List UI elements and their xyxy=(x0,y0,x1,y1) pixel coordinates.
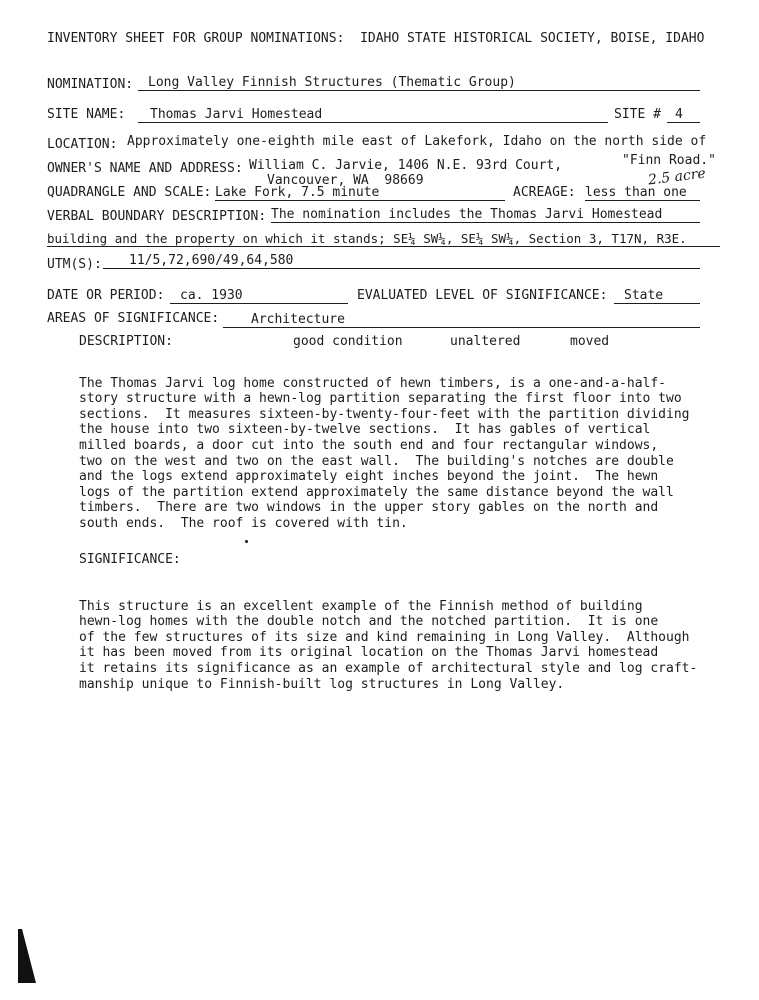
owner-line1: William C. Jarvie, 1406 N.E. 93rd Court, xyxy=(249,158,563,173)
significance-line: of the few structures of its size and kind remaining in Long Valley. Although xyxy=(79,629,690,645)
utm-value: 11/5,72,690/49,64,580 xyxy=(103,253,700,269)
description-line: the house into two sixteen-by-twelve sections. It has gables of vertical xyxy=(79,422,651,438)
owner-label: OWNER'S NAME AND ADDRESS: xyxy=(47,161,243,176)
utm-label: UTM(S): xyxy=(47,257,102,272)
significance-label: SIGNIFICANCE: xyxy=(79,552,181,567)
nomination-value: Long Valley Finnish Structures (Thematic Group) xyxy=(138,75,700,91)
date-label: DATE OR PERIOD: xyxy=(47,288,165,303)
description-line: and the logs extend approximately eight inches beyond the joint. The hewn xyxy=(79,469,659,485)
site-name-label: SITE NAME: xyxy=(47,107,126,122)
description-line: sections. It measures sixteen-by-twenty-four-feet with the partition dividing xyxy=(79,406,690,422)
evaluated-value: State xyxy=(614,288,700,304)
areas-label: AREAS OF SIGNIFICANCE: xyxy=(47,311,220,326)
location-label: LOCATION: xyxy=(47,137,118,152)
evaluated-label: EVALUATED LEVEL OF SIGNIFICANCE: xyxy=(357,288,608,303)
quadrangle-label: QUADRANGLE AND SCALE: xyxy=(47,185,212,200)
condition-moved: moved xyxy=(570,334,610,349)
handwritten-acreage: 2.5 acre xyxy=(647,165,707,189)
nomination-label: NOMINATION: xyxy=(47,77,134,92)
date-value: ca. 1930 xyxy=(170,288,348,304)
description-line: two on the west and two on the east wall. The building's notches are double xyxy=(79,453,674,469)
significance-line: This structure is an excellent example of the Finnish method of building xyxy=(79,598,643,614)
site-number-label: SITE # xyxy=(614,107,661,122)
description-label: DESCRIPTION: xyxy=(79,334,173,349)
description-line: timbers. There are two windows in the upper story gables on the north and xyxy=(79,500,659,516)
boundary-label: VERBAL BOUNDARY DESCRIPTION: xyxy=(47,209,267,224)
description-line: The Thomas Jarvi log home constructed of hewn timbers, is a one-and-a-half- xyxy=(79,375,666,391)
significance-line: it has been moved from its original location on the Thomas Jarvi homestead xyxy=(79,645,659,661)
sheet-header: INVENTORY SHEET FOR GROUP NOMINATIONS: IDAHO STATE HISTORICAL SOCIETY, BOISE, IDAHO xyxy=(47,31,705,46)
condition-unaltered: unaltered xyxy=(450,334,521,349)
description-line: story structure with a hewn-log partition separating the first floor into two xyxy=(79,391,682,407)
significance-text xyxy=(79,583,719,708)
stray-dot xyxy=(245,540,248,543)
description-line: milled boards, a door cut into the south end and four rectangular windows, xyxy=(79,437,659,453)
description-line: logs of the partition extend approximately the same distance beyond the wall xyxy=(79,484,674,500)
scan-edge-mark xyxy=(16,925,40,985)
location-continued: "Finn Road." xyxy=(622,153,716,168)
significance-line: hewn-log homes with the double notch and the notched partition. It is one xyxy=(79,614,659,630)
site-name-value: Thomas Jarvi Homestead xyxy=(138,107,608,123)
acreage-label: ACREAGE: xyxy=(513,185,576,200)
owner-line2: Vancouver, WA 98669 xyxy=(267,173,424,188)
quadrangle-value: Lake Fork, 7.5 minute xyxy=(215,185,505,201)
site-number-value: 4 xyxy=(667,107,700,123)
boundary-line1: The nomination includes the Thomas Jarvi Homestead xyxy=(271,207,700,223)
description-line: south ends. The roof is covered with tin. xyxy=(79,515,408,531)
significance-line: manship unique to Finnish-built log structures in Long Valley. xyxy=(79,676,565,692)
location-value: Approximately one-eighth mile east of Lakefork, Idaho on the north side of xyxy=(127,134,707,149)
condition-good: good condition xyxy=(293,334,403,349)
boundary-line2: building and the property on which it stands; SE¼ SW¼, SE¼ SW¼, Section 3, T17N, R3E. xyxy=(47,231,720,247)
significance-line: it retains its significance as an example of architectural style and log craft- xyxy=(79,660,698,676)
areas-value: Architecture xyxy=(223,312,700,328)
description-text xyxy=(79,360,719,547)
acreage-value: less than one xyxy=(585,185,700,201)
